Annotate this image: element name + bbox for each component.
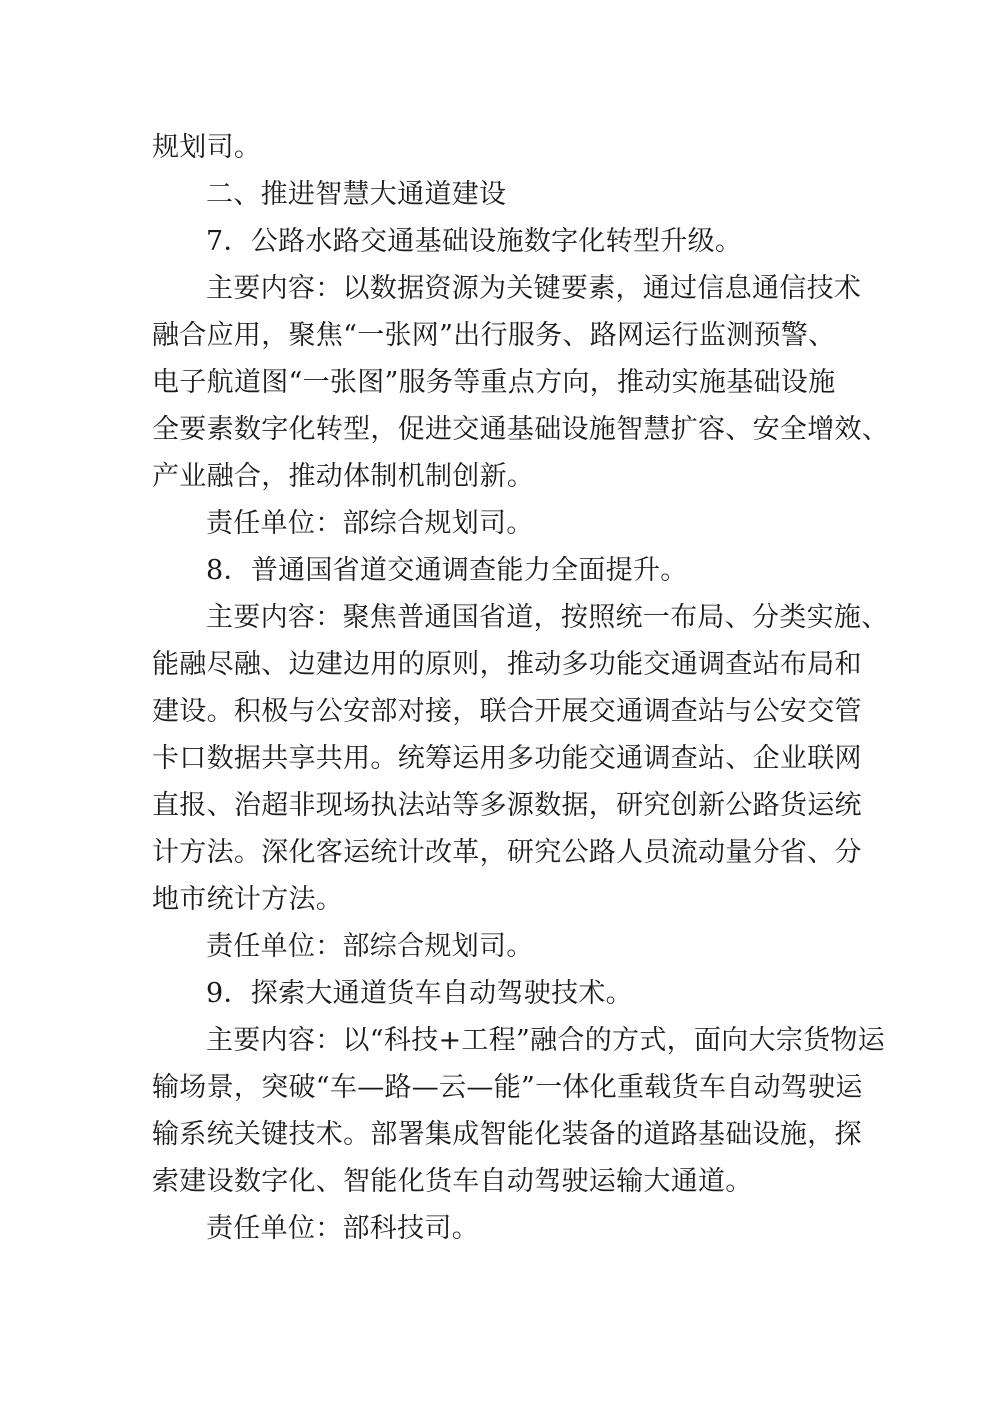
text-line: 主要内容：以数据资源为关键要素，通过信息通信技术 <box>206 273 862 304</box>
text-line: 地市统计方法。 <box>152 884 344 915</box>
text-line: 直报、治超非现场执法站等多源数据，研究创新公路货运统 <box>152 790 862 821</box>
text-line: 输系统关键技术。部署集成智能化装备的道路基础设施，探 <box>152 1119 862 1150</box>
text-line: 9．探索大通道货车自动驾驶技术。 <box>206 978 633 1009</box>
text-line: 责任单位：部科技司。 <box>206 1213 479 1244</box>
text-line: 电子航道图“一张图”服务等重点方向，推动实施基础设施 <box>152 367 836 398</box>
text-line: 输场景，突破“车—路—云—能”一体化重载货车自动驾驶运 <box>152 1072 863 1103</box>
text-line: 8．普通国省道交通调查能力全面提升。 <box>206 555 688 586</box>
text-line: 主要内容：以“科技+工程”融合的方式，面向大宗货物运 <box>206 1025 886 1056</box>
text-line: 主要内容：聚焦普通国省道，按照统一布局、分类实施、 <box>206 602 889 633</box>
text-line: 建设。积极与公安部对接，联合开展交通调查站与公安交管 <box>152 696 862 727</box>
text-line: 责任单位：部综合规划司。 <box>206 508 534 539</box>
text-line: 责任单位：部综合规划司。 <box>206 931 534 962</box>
text-line: 卡口数据共享共用。统筹运用多功能交通调查站、企业联网 <box>152 743 862 774</box>
text-line: 能融尽融、边建边用的原则，推动多功能交通调查站布局和 <box>152 649 862 680</box>
text-line: 融合应用，聚焦“一张网”出行服务、路网运行监测预警、 <box>152 320 836 351</box>
text-line: 7．公路水路交通基础设施数字化转型升级。 <box>206 226 743 257</box>
text-line: 索建设数字化、智能化货车自动驾驶运输大通道。 <box>152 1166 753 1197</box>
text-line: 全要素数字化转型，促进交通基础设施智慧扩容、安全增效、 <box>152 414 890 445</box>
text-line: 规划司。 <box>152 132 262 163</box>
text-line: 二、推进智慧大通道建设 <box>206 179 507 210</box>
text-line: 计方法。深化客运统计改革，研究公路人员流动量分省、分 <box>152 837 862 868</box>
document-body <box>152 124 890 1252</box>
text-line: 产业融合，推动体制机制创新。 <box>152 461 535 492</box>
